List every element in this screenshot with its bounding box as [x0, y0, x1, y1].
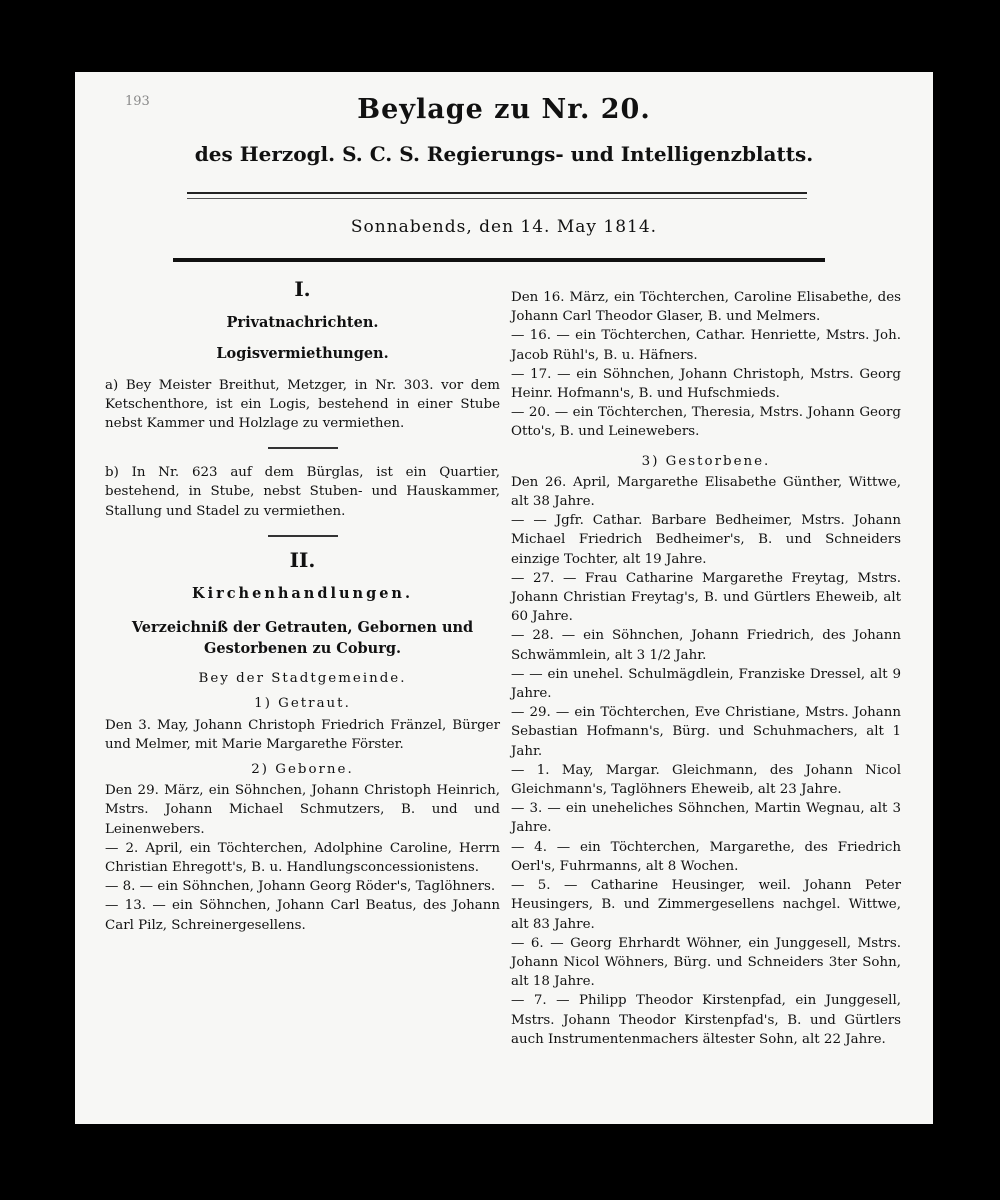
- section-heading: Privatnachrichten.: [226, 314, 379, 332]
- section-number: I.: [294, 277, 311, 301]
- category-heading: 1) Getraut.: [254, 696, 351, 712]
- entry: — — Jgfr. Cathar. Barbare Bedheimer, Mstrs. Johann Michael Friedrich Bedheimer's, B. und Schneiders einzige Tochter, alt 19 Jahre.: [511, 513, 901, 567]
- header-rule: [187, 192, 807, 194]
- category-heading: 3) Gestorbene.: [641, 453, 771, 469]
- left-column: [105, 272, 500, 935]
- entry: — 7. — Philipp Theodor Kirstenpfad, ein Junggesell, Mstrs. Johann Theodor Kirstenpfad's, B. und Gürtlers auch Instrumentenmachers ältester Sohn, alt 22 Jahre.: [511, 993, 901, 1047]
- entry: — 28. — ein Söhnchen, Johann Friedrich, des Johann Schwämmlein, alt 3 1/2 Jahr.: [511, 628, 901, 663]
- right-column: [511, 288, 901, 1049]
- entry: — 8. — ein Söhnchen, Johann Georg Röder's, Taglöhners.: [105, 879, 496, 895]
- register-heading: [105, 617, 500, 659]
- parish-heading: Bey der Stadtgemeinde.: [198, 671, 407, 687]
- entry: — 20. — ein Töchterchen, Theresia, Mstrs. Johann Georg Otto's, B. und Leinewebers.: [511, 405, 901, 440]
- section-number: II.: [289, 547, 316, 572]
- page-corner-mark: 193: [125, 94, 150, 109]
- section-heading: Kirchenhandlungen.: [191, 585, 414, 603]
- entry: Den 3. May, Johann Christoph Friedrich Fränzel, Bürger und Melmer, mit Marie Margarethe Förster.: [105, 717, 500, 752]
- entry: — 27. — Frau Catharine Margarethe Freytag, Mstrs. Johann Christian Freytag's, B. und Gürtlers Eheweib, alt 60 Jahre.: [511, 570, 901, 625]
- issue-date: Sonnabends, den 14. May 1814.: [350, 217, 658, 237]
- category-heading: 2) Geborne.: [251, 762, 354, 778]
- entry: Den 26. April, Margarethe Elisabethe Günther, Wittwe, alt 38 Jahre.: [511, 474, 901, 510]
- header-rule-thin: [187, 198, 807, 199]
- register-heading-line: Verzeichniß der Getrauten, Gebornen und: [131, 619, 474, 637]
- entry: — 1. May, Margar. Gleichmann, des Johann Nicol Gleichmann's, Taglöhners Eheweib, alt 23 Jahre.: [511, 762, 901, 798]
- entry: — 29. — ein Töchterchen, Eve Christiane, Mstrs. Johann Sebastian Hofmann's, Bürg. und Schuhmachers, alt 1 Jahr.: [511, 705, 901, 759]
- entry: — 4. — ein Töchterchen, Margarethe, des Friedrich Oerl's, Fuhrmanns, alt 8 Wochen.: [511, 839, 901, 874]
- page-subtitle: des Herzogl. S. C. S. Regierungs- und Intelligenzblatts.: [194, 142, 814, 166]
- entry: — 5. — Catharine Heusinger, weil. Johann Peter Heusingers, B. und Zimmergesellens nachgel. Wittwe, alt 83 Jahre.: [511, 878, 901, 932]
- newspaper-page: [75, 72, 933, 1124]
- entry: — — ein unehel. Schulmägdlein, Franziske Dressel, alt 9 Jahre.: [511, 666, 901, 702]
- divider: [268, 447, 338, 449]
- date-rule: [173, 258, 825, 262]
- notice-paragraph: b) In Nr. 623 auf dem Bürglas, ist ein Quartier, bestehend, in Stube, nebst Stuben- und Hauskammer, Stallung und Stadel zu vermiethen.: [105, 465, 500, 519]
- register-heading-line: Gestorbenen zu Coburg.: [203, 640, 402, 658]
- entry: Den 16. März, ein Töchterchen, Caroline Elisabethe, des Johann Carl Theodor Glaser, B. und Melmers.: [511, 290, 901, 325]
- entry: — 2. April, ein Töchterchen, Adolphine Caroline, Herrn Christian Ehregott's, B. u. Handlungsconcessionistens.: [105, 840, 500, 876]
- entry: — 6. — Georg Ehrhardt Wöhner, ein Junggesell, Mstrs. Johann Nicol Wöhners, Bürg. und Schneiders 3ter Sohn, alt 18 Jahre.: [511, 935, 901, 990]
- divider: [268, 535, 338, 537]
- page-title: Beylage zu Nr. 20.: [357, 94, 651, 125]
- entry: — 13. — ein Söhnchen, Johann Carl Beatus, des Johann Carl Pilz, Schreinergesellens.: [105, 898, 500, 933]
- entry: — 17. — ein Söhnchen, Johann Christoph, Mstrs. Georg Heinr. Hofmann's, B. und Hufschmieds.: [511, 366, 901, 402]
- entry: Den 29. März, ein Söhnchen, Johann Christoph Heinrich, Mstrs. Johann Michael Schmutzers, B. und und Leinenwebers.: [105, 783, 500, 837]
- entry: — 3. — ein uneheliches Söhnchen, Martin Wegnau, alt 3 Jahre.: [511, 801, 901, 836]
- subsection-heading: Logisvermiethungen.: [216, 345, 389, 363]
- notice-paragraph: a) Bey Meister Breithut, Metzger, in Nr. 303. vor dem Ketschenthore, ist ein Logis, bestehend in einer Stube nebst Kammer und Holzlage zu vermiethen.: [105, 377, 500, 432]
- entry: — 16. — ein Töchterchen, Cathar. Henriette, Mstrs. Joh. Jacob Rühl's, B. u. Häfners.: [511, 328, 901, 363]
